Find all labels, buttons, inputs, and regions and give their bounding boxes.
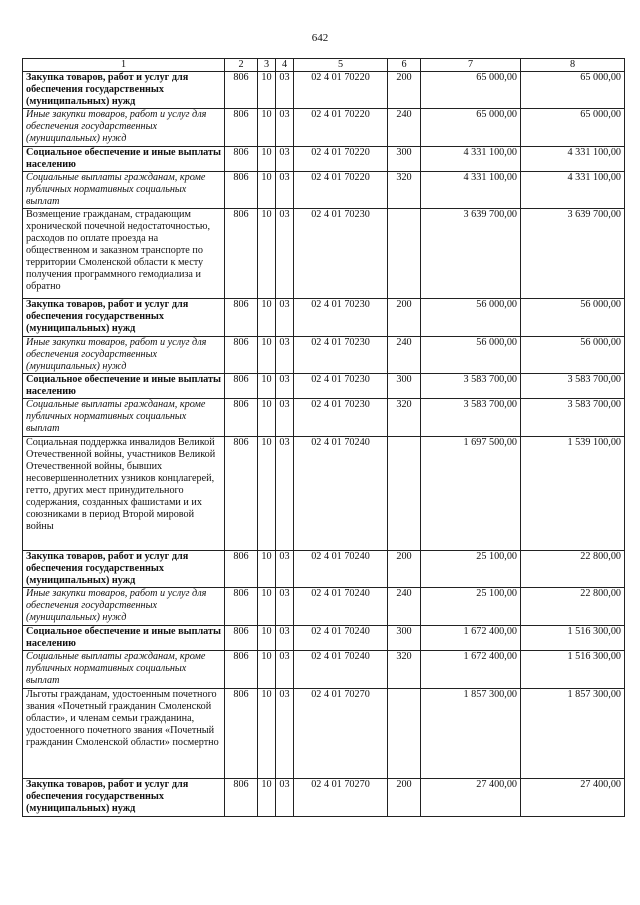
row-name-cell: Социальные выплаты гражданам, кроме публичных нормативных социальных выплат <box>23 651 225 689</box>
row-code-cell: 806 <box>225 299 258 337</box>
column-header: 6 <box>388 59 421 72</box>
table-row <box>23 689 625 779</box>
row-value2-cell: 1 539 100,00 <box>521 437 625 551</box>
row-name-cell: Социальные выплаты гражданам, кроме публичных нормативных социальных выплат <box>23 399 225 437</box>
row-section-cell: 10 <box>258 374 276 399</box>
budget-table <box>22 58 625 817</box>
row-subsection-cell: 03 <box>276 337 294 374</box>
row-code-cell: 806 <box>225 551 258 588</box>
row-target-cell: 02 4 01 70220 <box>294 172 388 209</box>
row-code-cell: 806 <box>225 209 258 299</box>
row-target-cell: 02 4 01 70220 <box>294 147 388 172</box>
row-target-cell: 02 4 01 70230 <box>294 399 388 437</box>
column-header: 4 <box>276 59 294 72</box>
column-header: 7 <box>421 59 521 72</box>
row-section-cell: 10 <box>258 551 276 588</box>
table-row <box>23 551 625 588</box>
row-section-cell: 10 <box>258 172 276 209</box>
row-expense-cell: 300 <box>388 374 421 399</box>
row-section-cell: 10 <box>258 209 276 299</box>
column-header: 3 <box>258 59 276 72</box>
row-code-cell: 806 <box>225 147 258 172</box>
row-value1-cell: 1 697 500,00 <box>421 437 521 551</box>
row-expense-cell: 320 <box>388 172 421 209</box>
row-value1-cell: 27 400,00 <box>421 779 521 817</box>
row-name-cell: Иные закупки товаров, работ и услуг для обеспечения государственных (муниципальных) нужд <box>23 588 225 626</box>
row-value2-cell: 3 583 700,00 <box>521 374 625 399</box>
row-section-cell: 10 <box>258 651 276 689</box>
row-value1-cell: 25 100,00 <box>421 551 521 588</box>
row-target-cell: 02 4 01 70240 <box>294 651 388 689</box>
row-value2-cell: 1 516 300,00 <box>521 651 625 689</box>
row-value2-cell: 1 516 300,00 <box>521 626 625 651</box>
row-expense-cell: 320 <box>388 651 421 689</box>
row-name-cell: Иные закупки товаров, работ и услуг для обеспечения государственных (муниципальных) нужд <box>23 337 225 374</box>
row-section-cell: 10 <box>258 337 276 374</box>
table-row <box>23 337 625 374</box>
row-name-cell: Социальное обеспечение и иные выплаты населению <box>23 147 225 172</box>
row-value2-cell: 56 000,00 <box>521 337 625 374</box>
row-expense-cell <box>388 209 421 299</box>
column-header: 1 <box>23 59 225 72</box>
row-section-cell: 10 <box>258 437 276 551</box>
row-code-cell: 806 <box>225 374 258 399</box>
row-value2-cell: 4 331 100,00 <box>521 172 625 209</box>
row-code-cell: 806 <box>225 588 258 626</box>
table-header-row <box>23 59 625 72</box>
row-subsection-cell: 03 <box>276 147 294 172</box>
row-target-cell: 02 4 01 70230 <box>294 209 388 299</box>
table-row <box>23 172 625 209</box>
row-subsection-cell: 03 <box>276 437 294 551</box>
row-subsection-cell: 03 <box>276 651 294 689</box>
row-section-cell: 10 <box>258 72 276 109</box>
row-expense-cell: 300 <box>388 147 421 172</box>
row-target-cell: 02 4 01 70270 <box>294 779 388 817</box>
row-value2-cell: 3 583 700,00 <box>521 399 625 437</box>
row-subsection-cell: 03 <box>276 551 294 588</box>
table-row <box>23 147 625 172</box>
table-row <box>23 626 625 651</box>
table-row <box>23 209 625 299</box>
row-expense-cell: 240 <box>388 337 421 374</box>
row-subsection-cell: 03 <box>276 626 294 651</box>
row-value2-cell: 1 857 300,00 <box>521 689 625 779</box>
row-code-cell: 806 <box>225 651 258 689</box>
row-subsection-cell: 03 <box>276 299 294 337</box>
row-target-cell: 02 4 01 70220 <box>294 72 388 109</box>
row-expense-cell: 200 <box>388 779 421 817</box>
row-value2-cell: 65 000,00 <box>521 72 625 109</box>
row-subsection-cell: 03 <box>276 209 294 299</box>
row-code-cell: 806 <box>225 689 258 779</box>
row-target-cell: 02 4 01 70230 <box>294 374 388 399</box>
table-row <box>23 72 625 109</box>
row-target-cell: 02 4 01 70220 <box>294 109 388 147</box>
row-section-cell: 10 <box>258 299 276 337</box>
row-value1-cell: 3 639 700,00 <box>421 209 521 299</box>
row-value1-cell: 56 000,00 <box>421 337 521 374</box>
row-section-cell: 10 <box>258 588 276 626</box>
row-name-cell: Закупка товаров, работ и услуг для обеспечения государственных (муниципальных) нужд <box>23 72 225 109</box>
row-section-cell: 10 <box>258 399 276 437</box>
row-name-cell: Социальная поддержка инвалидов Великой Отечественной войны, участников Великой Отечественной войны, бывших несовершеннолетних узников концлагерей, гетто, других мест принудительного содержания, созданных фашистами и их союзниками в период Второй мировой войны <box>23 437 225 551</box>
row-expense-cell: 240 <box>388 109 421 147</box>
row-expense-cell: 200 <box>388 299 421 337</box>
page-number: 642 <box>311 32 329 44</box>
row-name-cell: Возмещение гражданам, страдающим хронической почечной недостаточностью, расходов по оплате проезда на общественном и заказном транспорте по территории Смоленской области к месту получения программного гемодиализа и обратно <box>23 209 225 299</box>
row-code-cell: 806 <box>225 399 258 437</box>
row-value1-cell: 1 672 400,00 <box>421 626 521 651</box>
row-target-cell: 02 4 01 70230 <box>294 337 388 374</box>
row-code-cell: 806 <box>225 72 258 109</box>
row-expense-cell: 320 <box>388 399 421 437</box>
row-section-cell: 10 <box>258 626 276 651</box>
column-header: 2 <box>225 59 258 72</box>
column-header: 8 <box>521 59 625 72</box>
row-target-cell: 02 4 01 70240 <box>294 437 388 551</box>
row-name-cell: Иные закупки товаров, работ и услуг для обеспечения государственных (муниципальных) нужд <box>23 109 225 147</box>
row-target-cell: 02 4 01 70240 <box>294 551 388 588</box>
row-subsection-cell: 03 <box>276 399 294 437</box>
row-section-cell: 10 <box>258 147 276 172</box>
row-expense-cell: 300 <box>388 626 421 651</box>
row-code-cell: 806 <box>225 779 258 817</box>
row-expense-cell <box>388 689 421 779</box>
table-row <box>23 109 625 147</box>
row-value1-cell: 4 331 100,00 <box>421 172 521 209</box>
row-name-cell: Социальное обеспечение и иные выплаты населению <box>23 374 225 399</box>
row-code-cell: 806 <box>225 172 258 209</box>
row-name-cell: Закупка товаров, работ и услуг для обеспечения государственных (муниципальных) нужд <box>23 551 225 588</box>
row-expense-cell: 240 <box>388 588 421 626</box>
table-row <box>23 399 625 437</box>
row-code-cell: 806 <box>225 109 258 147</box>
table-body <box>23 72 625 817</box>
table-row <box>23 651 625 689</box>
row-value1-cell: 3 583 700,00 <box>421 374 521 399</box>
table-row <box>23 588 625 626</box>
row-value2-cell: 65 000,00 <box>521 109 625 147</box>
row-subsection-cell: 03 <box>276 72 294 109</box>
row-section-cell: 10 <box>258 689 276 779</box>
column-header: 5 <box>294 59 388 72</box>
row-target-cell: 02 4 01 70240 <box>294 588 388 626</box>
row-subsection-cell: 03 <box>276 109 294 147</box>
row-value1-cell: 1 857 300,00 <box>421 689 521 779</box>
row-value2-cell: 27 400,00 <box>521 779 625 817</box>
row-name-cell: Социальное обеспечение и иные выплаты населению <box>23 626 225 651</box>
row-code-cell: 806 <box>225 337 258 374</box>
row-value2-cell: 4 331 100,00 <box>521 147 625 172</box>
row-name-cell: Льготы гражданам, удостоенным почетного звания «Почетный гражданин Смоленской области», и членам семьи гражданина, удостоенного почетного звания «Почетный гражданин Смоленской области» посмертно <box>23 689 225 779</box>
row-expense-cell <box>388 437 421 551</box>
row-target-cell: 02 4 01 70230 <box>294 299 388 337</box>
row-value1-cell: 3 583 700,00 <box>421 399 521 437</box>
row-subsection-cell: 03 <box>276 374 294 399</box>
row-value1-cell: 1 672 400,00 <box>421 651 521 689</box>
row-subsection-cell: 03 <box>276 172 294 209</box>
row-target-cell: 02 4 01 70240 <box>294 626 388 651</box>
row-code-cell: 806 <box>225 626 258 651</box>
row-value1-cell: 56 000,00 <box>421 299 521 337</box>
row-value1-cell: 65 000,00 <box>421 72 521 109</box>
row-value1-cell: 65 000,00 <box>421 109 521 147</box>
row-value2-cell: 56 000,00 <box>521 299 625 337</box>
row-target-cell: 02 4 01 70270 <box>294 689 388 779</box>
row-value2-cell: 22 800,00 <box>521 551 625 588</box>
row-expense-cell: 200 <box>388 72 421 109</box>
row-section-cell: 10 <box>258 109 276 147</box>
row-subsection-cell: 03 <box>276 779 294 817</box>
row-value1-cell: 4 331 100,00 <box>421 147 521 172</box>
row-value2-cell: 22 800,00 <box>521 588 625 626</box>
table-row <box>23 299 625 337</box>
row-name-cell: Закупка товаров, работ и услуг для обеспечения государственных (муниципальных) нужд <box>23 779 225 817</box>
row-expense-cell: 200 <box>388 551 421 588</box>
table-row <box>23 779 625 817</box>
row-value1-cell: 25 100,00 <box>421 588 521 626</box>
row-value2-cell: 3 639 700,00 <box>521 209 625 299</box>
row-name-cell: Закупка товаров, работ и услуг для обеспечения государственных (муниципальных) нужд <box>23 299 225 337</box>
row-section-cell: 10 <box>258 779 276 817</box>
row-subsection-cell: 03 <box>276 588 294 626</box>
table-row <box>23 374 625 399</box>
row-subsection-cell: 03 <box>276 689 294 779</box>
row-code-cell: 806 <box>225 437 258 551</box>
row-name-cell: Социальные выплаты гражданам, кроме публичных нормативных социальных выплат <box>23 172 225 209</box>
table-row <box>23 437 625 551</box>
